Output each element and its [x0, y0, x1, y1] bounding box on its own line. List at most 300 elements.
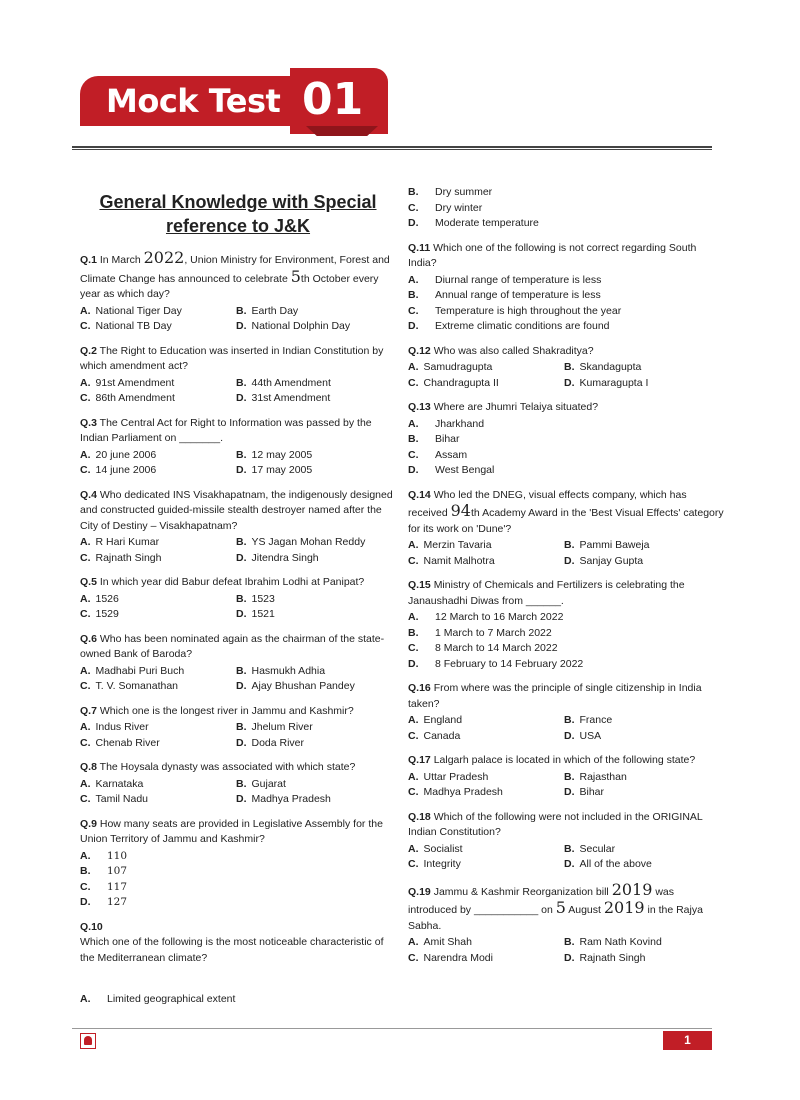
option-letter: C. [408, 642, 419, 654]
option-text: Secular [579, 842, 616, 855]
question-number: Q.12 [408, 344, 431, 357]
option-letter: A. [80, 592, 91, 605]
footer-rule [72, 1028, 712, 1029]
section-heading: General Knowledge with Special reference to J&K [99, 192, 377, 236]
option-text: France [579, 714, 613, 726]
option-text: Pammi Baweja [579, 539, 650, 551]
q19-option [564, 935, 724, 951]
q16-option [564, 713, 724, 729]
q19-option [408, 935, 564, 951]
option-letter: A. [80, 777, 91, 790]
question-q10 [80, 920, 396, 1008]
q18-option [564, 857, 724, 873]
option-letter: C. [80, 392, 91, 404]
option-letter: D. [236, 392, 247, 404]
q14-option [564, 554, 724, 570]
q3-option [80, 448, 236, 464]
option-text: England [423, 714, 463, 726]
option-letter: B. [80, 865, 91, 877]
option-letter: D. [408, 657, 419, 670]
option-letter: D. [236, 608, 247, 620]
q5-option [236, 607, 396, 623]
question-q6 [80, 632, 396, 695]
question-text: Q.6 Who has been nominated again as the chairman of the state-owned Bank of Baroda? [80, 632, 385, 660]
option-text: Doda River [251, 736, 305, 749]
question-q16 [408, 681, 724, 744]
option-text: 127 [107, 896, 128, 908]
q6-option [236, 664, 396, 680]
option-letter: B. [236, 664, 247, 677]
option-letter: D. [564, 729, 575, 742]
option-text: 12 March to 16 March 2022 [435, 611, 564, 623]
option-text: Ajay Bhushan Pandey [251, 680, 355, 692]
q2-option [236, 376, 396, 392]
number-inline: 2019 [611, 879, 653, 899]
option-text: Annual range of temperature is less [435, 289, 601, 301]
option-letter: C. [80, 880, 91, 893]
option-text: All of the above [579, 858, 652, 870]
question-number: Q.9 [80, 817, 97, 830]
banner-fold [306, 126, 378, 136]
question-text: Q.10 Which one of the following is the most noticeable characteristic of the Mediterranean climate? [80, 920, 384, 964]
q1-option [236, 304, 396, 320]
question-q18 [408, 810, 724, 873]
option-text: National TB Day [95, 320, 172, 332]
question-number: Q.3 [80, 416, 97, 429]
q11-option [408, 273, 724, 289]
q2-options [80, 376, 396, 407]
option-text: Temperature is high throughout the year [435, 304, 622, 317]
q11-option [408, 304, 724, 320]
question-text: Q.1 In March 2022, Union Ministry for Environment, Forest and Climate Change has announced to celebrate 5th October every year as which day? [80, 248, 390, 300]
q3-option [236, 448, 396, 464]
question-q1 [80, 250, 396, 335]
q8-option [80, 792, 236, 808]
q14-option [408, 554, 564, 570]
option-letter: A. [408, 539, 419, 551]
option-text: Rajasthan [579, 770, 627, 783]
q9-options [80, 849, 396, 911]
question-text: Q.9 How many seats are provided in Legislative Assembly for the Union Territory of Jammu and Kashmir? [80, 817, 383, 845]
option-text: Earth Day [251, 304, 299, 317]
option-letter: D. [236, 736, 247, 749]
header-rule-bottom [72, 149, 712, 150]
q17-options [408, 770, 724, 801]
q19-options [408, 935, 724, 966]
option-letter: C. [408, 786, 419, 798]
question-number: Q.11 [408, 241, 431, 254]
publisher-logo-icon [80, 1033, 96, 1049]
q9-option [80, 864, 396, 880]
question-text: Q.18 Which of the following were not included in the ORIGINAL Indian Constitution? [408, 810, 703, 838]
q11-options [408, 273, 724, 335]
option-letter: D. [80, 896, 91, 908]
question-text: Q.11 Which one of the following is not correct regarding South India? [408, 241, 697, 269]
option-text: Moderate temperature [435, 217, 539, 229]
q10-cont-option [408, 216, 724, 232]
option-text: Namit Malhotra [423, 554, 495, 567]
q13-option [408, 432, 724, 448]
question-number: Q.4 [80, 488, 97, 501]
option-text: 8 March to 14 March 2022 [435, 642, 558, 654]
q1-options [80, 304, 396, 335]
option-text: 107 [107, 865, 128, 877]
option-text: Merzin Tavaria [423, 539, 492, 551]
question-q7 [80, 704, 396, 752]
question-number: Q.2 [80, 344, 97, 357]
option-letter: C. [408, 201, 419, 214]
option-text: Socialist [423, 842, 463, 855]
q4-option [80, 535, 236, 551]
q7-option [236, 736, 396, 752]
q13-option [408, 448, 724, 464]
q8-option [236, 792, 396, 808]
question-text: Q.15 Ministry of Chemicals and Fertilizers is celebrating the Janaushadhi Diwas from ______. [408, 579, 685, 607]
q12-option [564, 376, 724, 392]
option-letter: B. [236, 777, 247, 790]
option-letter: C. [80, 608, 91, 620]
option-text: Madhya Pradesh [251, 793, 331, 805]
option-text: 44th Amendment [251, 376, 331, 389]
q17-option [408, 785, 564, 801]
question-q3 [80, 416, 396, 479]
option-letter: B. [236, 592, 247, 605]
option-letter: C. [408, 858, 419, 870]
option-text: Jhelum River [251, 721, 313, 733]
option-letter: C. [408, 448, 419, 461]
number-inline: 5 [290, 266, 301, 286]
option-text: T. V. Somanathan [95, 680, 179, 692]
q13-option [408, 417, 724, 433]
option-letter: A. [80, 849, 91, 862]
option-text: Ram Nath Kovind [579, 936, 662, 948]
question-q13 [408, 400, 724, 479]
q14-option [408, 538, 564, 554]
option-letter: B. [564, 361, 575, 373]
question-q8 [80, 760, 396, 808]
option-text: Rajnath Singh [95, 551, 162, 564]
number-inline: 94 [450, 501, 471, 520]
question-text: Q.8 The Hoysala dynasty was associated with which state? [80, 761, 356, 773]
q10-continued-options [408, 185, 724, 232]
option-letter: A. [80, 376, 91, 389]
question-number: Q.1 [80, 254, 97, 266]
q1-option [236, 319, 396, 335]
option-letter: B. [236, 376, 247, 389]
option-text: 1529 [95, 608, 119, 620]
option-letter: C. [80, 736, 91, 749]
question-text: Q.17 Lalgarh palace is located in which of the following state? [408, 754, 696, 766]
option-text: Samudragupta [423, 361, 493, 373]
option-letter: C. [408, 554, 419, 567]
q17-option [564, 785, 724, 801]
q4-option [236, 551, 396, 567]
option-text: 12 may 2005 [251, 448, 313, 461]
option-letter: A. [80, 721, 91, 733]
q8-option [236, 777, 396, 793]
option-letter: D. [564, 858, 575, 870]
option-text: Amit Shah [423, 936, 472, 948]
option-letter: A. [408, 714, 419, 726]
q5-options [80, 592, 396, 623]
option-letter: A. [80, 536, 91, 548]
question-q15 [408, 578, 724, 672]
option-text: 117 [107, 880, 128, 893]
option-text: Chandragupta II [423, 376, 499, 389]
q3-options [80, 448, 396, 479]
q8-option [80, 777, 236, 793]
q11-option [408, 288, 724, 304]
option-letter: A. [408, 273, 419, 286]
question-q4 [80, 488, 396, 567]
option-letter: A. [80, 664, 91, 677]
left-questions [80, 250, 396, 1008]
question-number: Q.15 [408, 579, 431, 591]
option-letter: D. [236, 680, 247, 692]
q7-option [236, 720, 396, 736]
q16-option [408, 713, 564, 729]
option-letter: A. [408, 417, 419, 430]
question-q11 [408, 241, 724, 335]
question-q19 [408, 879, 724, 967]
q14-option [564, 538, 724, 554]
q15-options [408, 610, 724, 672]
option-letter: C. [408, 729, 419, 742]
q12-option [408, 376, 564, 392]
option-text: Jharkhand [435, 417, 485, 430]
q16-option [564, 729, 724, 745]
option-text: Integrity [423, 858, 461, 870]
q10-cont-options [408, 185, 724, 232]
q16-option [408, 729, 564, 745]
question-q9 [80, 817, 396, 911]
option-letter: B. [408, 186, 419, 198]
option-letter: A. [408, 842, 419, 855]
option-letter: D. [236, 464, 247, 476]
q18-option [408, 842, 564, 858]
question-text: Q.2 The Right to Education was inserted in Indian Constitution by which amendment act? [80, 344, 384, 372]
option-text: Chenab River [95, 736, 160, 749]
option-text: Jitendra Singh [251, 551, 319, 564]
q10-cont-option [408, 201, 724, 217]
q2-option [236, 391, 396, 407]
option-text: Narendra Modi [423, 951, 493, 964]
option-text: Gujarat [251, 777, 286, 790]
option-text: Bihar [435, 433, 460, 445]
option-text: Canada [423, 729, 461, 742]
q15-option [408, 657, 724, 673]
option-text: YS Jagan Mohan Reddy [251, 536, 366, 548]
option-letter: C. [80, 464, 91, 476]
option-text: 1 March to 7 March 2022 [435, 626, 552, 639]
q10-cont-option [408, 185, 724, 201]
option-text: National Tiger Day [95, 304, 182, 317]
option-letter: B. [564, 842, 575, 855]
option-letter: A. [408, 770, 419, 783]
q18-option [408, 857, 564, 873]
option-letter: B. [564, 936, 575, 948]
option-letter: B. [408, 289, 419, 301]
option-text: Extreme climatic conditions are found [435, 320, 610, 332]
q3-option [236, 463, 396, 479]
option-text: 8 February to 14 February 2022 [435, 657, 584, 670]
option-text: 31st Amendment [251, 392, 331, 404]
option-text: Limited geographical extent [107, 993, 236, 1005]
q12-option [408, 360, 564, 376]
q8-options [80, 777, 396, 808]
option-text: 1526 [95, 592, 119, 605]
q4-option [236, 535, 396, 551]
question-number: Q.5 [80, 576, 97, 588]
question-number: Q.18 [408, 810, 431, 823]
option-letter: D. [564, 951, 575, 964]
question-number: Q.17 [408, 754, 431, 766]
number-inline: 2019 [603, 898, 645, 917]
option-letter: C. [408, 376, 419, 389]
page-number: 1 [663, 1031, 712, 1050]
mock-test-banner [80, 68, 388, 136]
option-letter: B. [564, 714, 575, 726]
option-text: 17 may 2005 [251, 464, 313, 476]
q18-option [564, 842, 724, 858]
option-text: R Hari Kumar [95, 536, 160, 548]
left-column [80, 190, 396, 1017]
question-number: Q.19 [408, 885, 431, 898]
option-letter: D. [236, 551, 247, 564]
q17-option [564, 770, 724, 786]
option-text: Skandagupta [579, 361, 642, 373]
question-q12 [408, 344, 724, 392]
q13-options [408, 417, 724, 479]
option-text: 91st Amendment [95, 376, 175, 389]
option-text: Madhya Pradesh [423, 786, 503, 798]
question-q17 [408, 753, 724, 801]
option-text: Diurnal range of temperature is less [435, 273, 602, 286]
option-text: Bihar [579, 786, 605, 798]
option-letter: D. [236, 320, 247, 332]
question-q2 [80, 344, 396, 407]
q9-option [80, 880, 396, 896]
option-letter: C. [80, 551, 91, 564]
q7-option [80, 736, 236, 752]
option-text: Uttar Pradesh [423, 770, 489, 783]
option-text: 1523 [251, 592, 275, 605]
option-letter: A. [408, 936, 419, 948]
option-letter: C. [80, 680, 91, 692]
number-inline: 5 [555, 898, 566, 917]
right-column [408, 184, 724, 975]
question-number: Q.8 [80, 761, 97, 773]
question-text: Q.12 Who was also called Shakraditya? [408, 344, 594, 357]
question-text: Q.16 From where was the principle of single citizenship in India taken? [408, 682, 702, 710]
option-letter: A. [408, 361, 419, 373]
option-letter: D. [408, 320, 419, 332]
option-text: 14 june 2006 [95, 464, 157, 476]
q7-options [80, 720, 396, 751]
option-letter: B. [408, 433, 419, 445]
option-letter: A. [80, 448, 91, 461]
option-letter: A. [80, 993, 91, 1005]
question-text: Q.14 Who led the DNEG, visual effects company, which has received 94th Academy Award in the 'Best Visual Effects' category for its work on 'Dune'? [408, 488, 724, 535]
q9-option [80, 849, 396, 865]
banner-number: 01 [302, 74, 364, 125]
option-letter: B. [408, 626, 419, 639]
option-text: Indus River [95, 721, 149, 733]
question-number: Q.14 [408, 488, 431, 501]
q13-option [408, 463, 724, 479]
option-letter: B. [236, 536, 247, 548]
q16-options [408, 713, 724, 744]
question-number: Q.10 [80, 920, 103, 933]
right-questions [408, 241, 724, 967]
q1-option [80, 304, 236, 320]
q19-option [408, 951, 564, 967]
option-letter: C. [408, 951, 419, 964]
option-letter: B. [236, 448, 247, 461]
q18-options [408, 842, 724, 873]
q4-options [80, 535, 396, 566]
q6-option [236, 679, 396, 695]
option-letter: A. [408, 611, 419, 623]
option-text: 110 [107, 849, 128, 862]
option-letter: D. [564, 554, 575, 567]
option-text: Dry winter [435, 201, 483, 214]
q6-option [80, 679, 236, 695]
option-text: Tamil Nadu [95, 793, 149, 805]
option-text: 20 june 2006 [95, 448, 157, 461]
q6-option [80, 664, 236, 680]
q12-option [564, 360, 724, 376]
q4-option [80, 551, 236, 567]
question-text: Q.7 Which one is the longest river in Jammu and Kashmir? [80, 704, 354, 717]
option-letter: B. [564, 539, 575, 551]
q10-options [80, 992, 396, 1008]
option-text: Rajnath Singh [579, 951, 646, 964]
option-letter: D. [408, 217, 419, 229]
q5-option [80, 607, 236, 623]
q7-option [80, 720, 236, 736]
question-q14 [408, 488, 724, 570]
question-number: Q.6 [80, 632, 97, 645]
option-text: National Dolphin Day [251, 320, 351, 332]
option-text: Kumaragupta I [579, 376, 649, 389]
q15-option [408, 610, 724, 626]
question-number: Q.13 [408, 401, 431, 413]
question-text: Q.3 The Central Act for Right to Information was passed by the Indian Parliament on _______. [80, 416, 372, 444]
header-rule-top [72, 146, 712, 148]
question-text: Q.19 Jammu & Kashmir Reorganization bill 2019 was introduced by ___________ on 5 August 2019 in the Rajya Sabha. [408, 879, 703, 932]
q19-option [564, 951, 724, 967]
option-text: Sanjay Gupta [579, 554, 644, 567]
number-inline: 2022 [143, 248, 185, 267]
q17-option [408, 770, 564, 786]
q6-options [80, 664, 396, 695]
q14-options [408, 538, 724, 569]
option-text: Hasmukh Adhia [251, 664, 326, 677]
option-letter: D. [564, 376, 575, 389]
option-text: Madhabi Puri Buch [95, 664, 185, 677]
option-text: 1521 [251, 608, 275, 620]
q2-option [80, 391, 236, 407]
q1-option [80, 319, 236, 335]
q11-option [408, 319, 724, 335]
option-letter: D. [236, 793, 247, 805]
q2-option [80, 376, 236, 392]
option-text: 86th Amendment [95, 392, 175, 404]
q5-option [80, 592, 236, 608]
banner-title: Mock Test [106, 82, 281, 120]
option-letter: B. [236, 304, 247, 317]
